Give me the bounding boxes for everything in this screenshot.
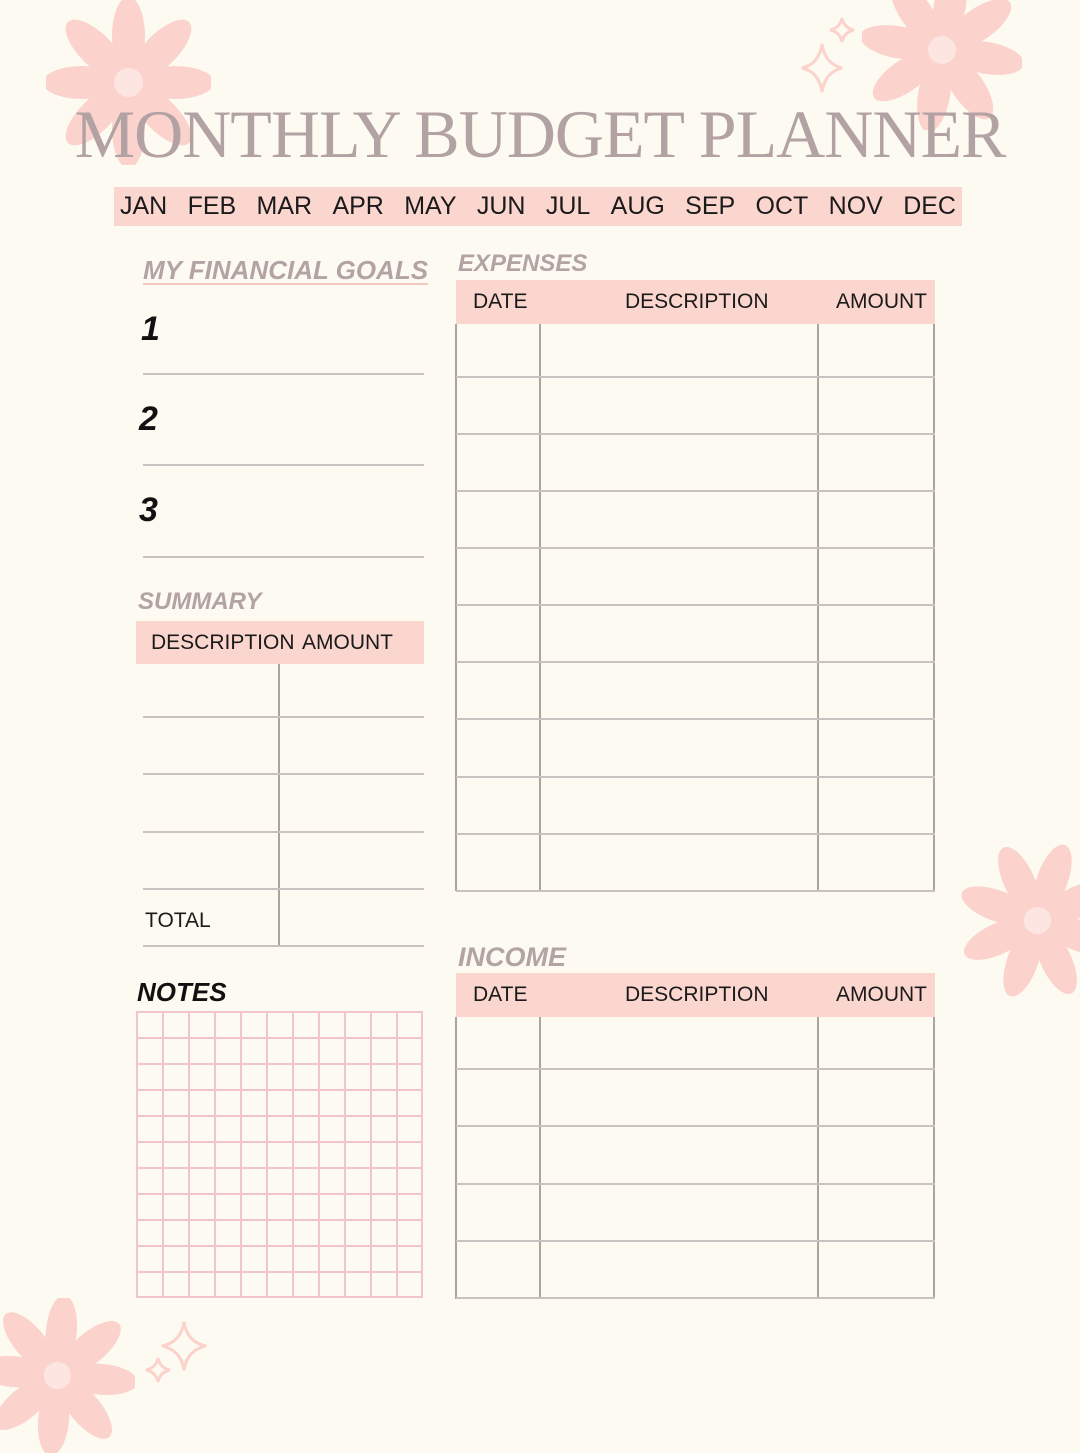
income-row-line[interactable] [456, 1125, 935, 1127]
sparkle-icon [140, 1318, 215, 1393]
month-oct[interactable]: OCT [755, 192, 809, 220]
page-title: MONTHLY BUDGET PLANNER [74, 96, 1006, 172]
income-col-description: DESCRIPTION [625, 983, 769, 1006]
notes-grid[interactable] [136, 1011, 423, 1298]
daisy-flower-icon [0, 1298, 135, 1453]
expenses-bottom-line[interactable] [456, 890, 935, 892]
expenses-row-line[interactable] [456, 547, 935, 549]
month-dec[interactable]: DEC [903, 192, 956, 220]
goal-line-2[interactable] [143, 464, 424, 466]
goal-line-3[interactable] [143, 556, 424, 558]
expenses-col-date: DATE [473, 290, 528, 313]
income-heading: INCOME [458, 942, 566, 972]
summary-header-row [136, 621, 424, 664]
income-col-date: DATE [473, 983, 528, 1006]
expenses-header-row [456, 280, 935, 324]
summary-total-label: TOTAL [145, 909, 211, 932]
summary-row-line[interactable] [143, 716, 424, 718]
income-header-row [456, 973, 935, 1017]
goal-number-1: 1 [141, 310, 160, 348]
income-row-line[interactable] [456, 1068, 935, 1070]
goal-line-1[interactable] [143, 373, 424, 375]
expenses-row-line[interactable] [456, 661, 935, 663]
income-border-left [455, 1017, 457, 1299]
expenses-border-right [933, 324, 935, 891]
month-apr[interactable]: APR [332, 192, 384, 220]
summary-col-description: DESCRIPTION [151, 630, 295, 654]
financial-goals-heading: MY FINANCIAL GOALS [143, 255, 429, 285]
expenses-row-line[interactable] [456, 833, 935, 835]
expenses-divider-date [539, 324, 541, 891]
income-border-right [933, 1017, 935, 1299]
month-feb[interactable]: FEB [187, 192, 237, 220]
month-selector-bar [114, 187, 962, 226]
goal-number-3: 3 [139, 491, 158, 529]
sparkle-icon [798, 14, 858, 94]
notes-heading: NOTES [137, 977, 227, 1007]
summary-row-line[interactable] [143, 831, 424, 833]
summary-column-divider [278, 664, 280, 946]
income-col-amount: AMOUNT [836, 983, 927, 1006]
month-jan[interactable]: JAN [120, 192, 168, 220]
expenses-row-line[interactable] [456, 776, 935, 778]
expenses-row-line[interactable] [456, 604, 935, 606]
expenses-border-left [455, 324, 457, 891]
summary-col-amount: AMOUNT [302, 630, 393, 654]
month-nov[interactable]: NOV [828, 192, 883, 220]
summary-row-line[interactable] [143, 888, 424, 890]
goal-number-2: 2 [139, 400, 158, 438]
expenses-heading: EXPENSES [458, 250, 588, 277]
summary-row-line[interactable] [143, 773, 424, 775]
month-mar[interactable]: MAR [256, 192, 313, 220]
daisy-flower-icon [960, 843, 1080, 998]
income-row-line[interactable] [456, 1183, 935, 1185]
expenses-row-line[interactable] [456, 433, 935, 435]
month-aug[interactable]: AUG [610, 192, 665, 220]
income-row-line[interactable] [456, 1240, 935, 1242]
month-jul[interactable]: JUL [545, 192, 591, 220]
expenses-row-line[interactable] [456, 376, 935, 378]
month-may[interactable]: MAY [404, 192, 457, 220]
expenses-col-amount: AMOUNT [836, 290, 927, 313]
month-sep[interactable]: SEP [685, 192, 736, 220]
summary-heading: SUMMARY [138, 588, 262, 615]
expenses-row-line[interactable] [456, 718, 935, 720]
summary-total-line[interactable] [143, 945, 424, 947]
income-divider-date [539, 1017, 541, 1299]
expenses-row-line[interactable] [456, 490, 935, 492]
income-divider-amount [817, 1017, 819, 1299]
expenses-divider-amount [817, 324, 819, 891]
income-bottom-line[interactable] [456, 1297, 935, 1299]
expenses-col-description: DESCRIPTION [625, 290, 769, 313]
month-jun[interactable]: JUN [476, 192, 526, 220]
